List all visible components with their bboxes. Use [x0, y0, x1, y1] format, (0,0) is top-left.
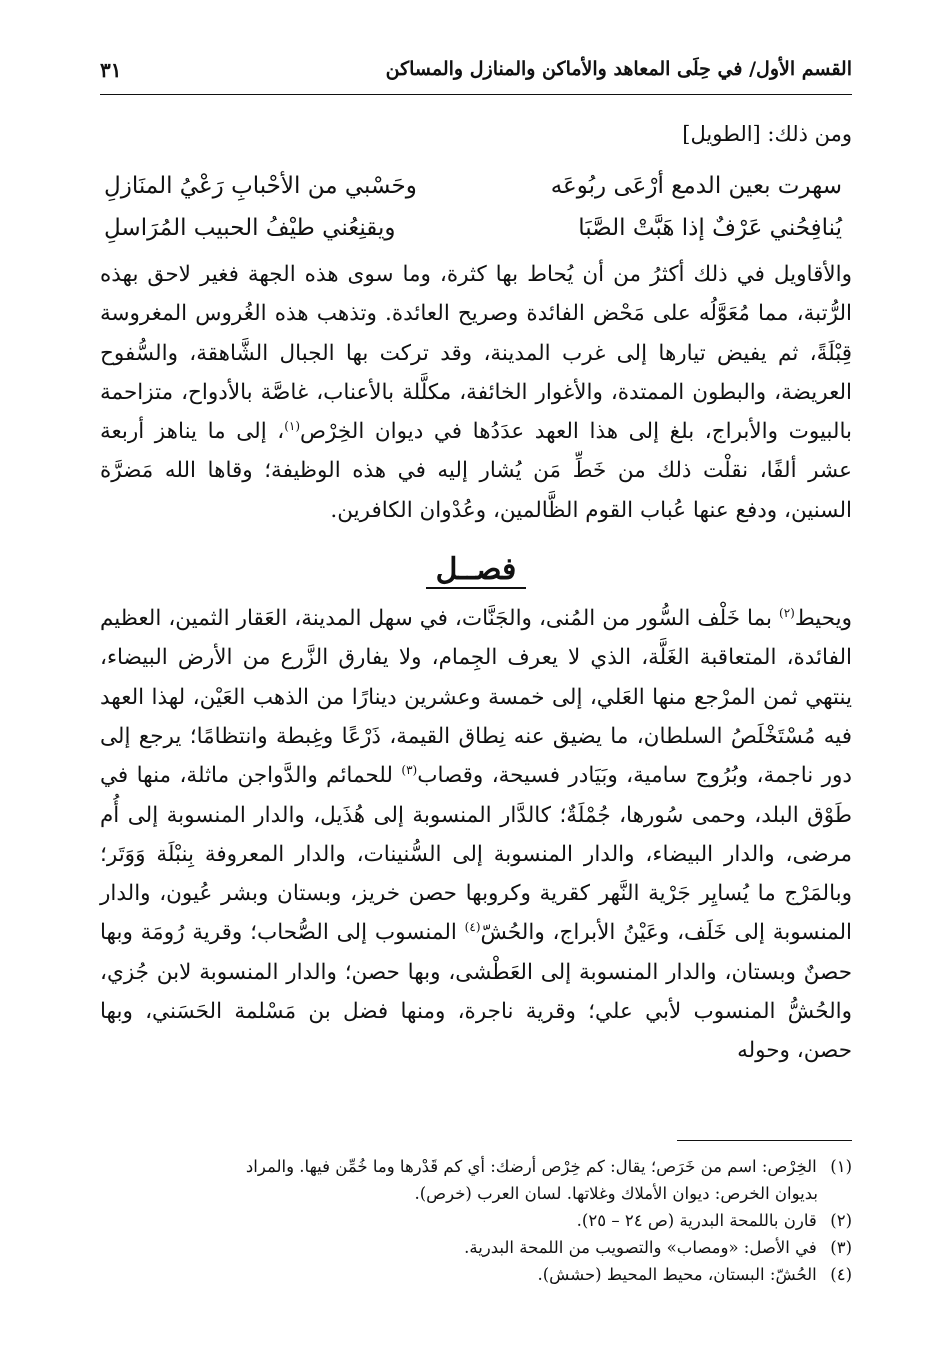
footnote: [100, 1261, 852, 1288]
verse-second-hemistich: ويقنِعُني طيْفُ الحبيب المُرَاسلِ: [104, 215, 396, 241]
footnote-number: (١): [830, 1157, 852, 1176]
header-title: القسم الأول/ في حِلَى المعاهد والأماكن والمنازل والمساكن: [385, 58, 852, 80]
footnotes: [100, 1140, 852, 1288]
verse-first-hemistich: يُنافِحُني عَرْفٌ إذا هَبَّتْ الصَّبَا: [578, 215, 842, 241]
paragraph-text: للحمائم والدَّواجن ماثلة، منها في طَوْق البلد، وحمى سُورها، جُمْلَةٌ؛ كالدَّار المنسوبة إلى هُذَيل، والدار المنسوبة إلى أُم مرضى، والدار البيضاء، والدار المنسوبة إلى السُّنينات، والدار المعروفة بِنبْلَة وَوَتَر؛ وبالمَرْج ما يُسايِر جَرْية النَّهر كقرية وكروبها حصن خريز، وبستان وبشر عُيون، والدار المنسوبة إلى خَلَف، وعَيْنُ الأبراج، والحُشّ: [100, 763, 853, 946]
verse-line: [100, 207, 852, 249]
verse-first-hemistich: سهرت بعين الدمع أرْعَى ربُوعَه: [550, 173, 842, 199]
page-number: ٣١: [100, 58, 122, 82]
footnote-continuation: بديوان الخرص: ديوان الأملاك وغلاتها. لسان العرب (خرص).: [414, 1184, 818, 1203]
poem-verses: [100, 165, 852, 249]
verse-line: [100, 165, 852, 207]
footnote-text: في الأصل: «ومصاب» والتصويب من اللمحة البدرية.: [464, 1238, 817, 1257]
footnote-ref[interactable]: (١): [284, 419, 301, 434]
section-heading: [100, 552, 852, 587]
footnote: [100, 1207, 852, 1234]
paragraph-text: بما خَلْف السُّور من المُنى، والجَنَّات، في سهل المدينة، العَقار الثمين، العظيم الفائدة، المتعاقبة الغَلَّة، الذي لا يعرف الجِمام، ولا يفارق الزَّرع من الأرض البيضاء، ينتهي ثمن المرْجع منها العَلي، إلى خمسة وعشرين دينارًا من الذهب العَيْن، لهذا العهد فيه مُسْتَخْلَصُ السلطان، ما يضيق عنه نِطاق القيمة، ذَرْعًا وغِبطة وانتظامًا؛ يرجع إلى دور ناجمة، وبُرُوج سامية، وبَيَادر فسيحة، وقصاب: [100, 606, 852, 789]
paragraph-text: والأقاويل في ذلك أكثرُ من أن يُحاط بها كثرة، وما سوى هذه الجهة فغير لاحق بهذه الرُّتبة، مما مُعَوَّلُه على مَحْض الفائدة وصريح العائدة. وتذهب هذه الغُروس المغروسة قِبْلَةً، ثم يفيض تيارها إلى غرب المدينة، وقد تركت بها الجبال الشَّاهقة، والسُّفوح العريضة، والبطون الممتدة، والأغوار الخائفة، مكلَّلة بالأعناب، غاصَّة بالأدواح، متزاحمة بالبيوت والأبراج، بلغ إلى هذا العهد عدَدُها في ديوان الخِرْص: [100, 262, 853, 445]
paragraph-text: ، إلى ما يناهز أربعة عشر ألفًا، نقلْت ذلك من خَطِّ مَن يُشار إليه في هذه الوظيفة؛ وقاها الله مَضرَّة السنين، ودفع عنها عُباب القوم الظَّالمين، وعُدْوان الكافرين.: [100, 419, 852, 523]
footnote-text: قارن باللمحة البدرية (ص ٢٤ – ٢٥).: [576, 1211, 817, 1230]
section-heading-text: فصــل: [426, 552, 527, 589]
paragraph-text: المنسوب إلى الصُّحاب؛ وقرية رُومَة وبها حصنٌ وبستان، والدار المنسوبة إلى العَطْشى، وبها حصن؛ والدار المنسوبة لابن جُزي، والحُشُّ المنسوب لأبي علي؛ وقرية ناجرة، ومنها فضل بن مَسْلمة الحَسَني، وبها حصن، وحوله: [100, 920, 852, 1064]
footnote: [100, 1153, 852, 1180]
paragraph-text: ويحيط: [794, 606, 852, 632]
meter-intro: ومن ذلك: [الطويل]: [682, 122, 852, 146]
footnote: [100, 1234, 852, 1261]
footnote-number: (٤): [830, 1265, 852, 1284]
verse-second-hemistich: وحَسْبي من الأحْبابِ رَعْيُ المنَازلِ: [104, 173, 417, 199]
footnote-ref[interactable]: (٢): [779, 605, 795, 620]
footnote-number: (٣): [830, 1238, 852, 1257]
body-paragraph: [100, 599, 852, 1071]
book-page: [100, 50, 852, 1340]
footnote-ref[interactable]: (٤): [464, 920, 481, 935]
running-header: [100, 50, 852, 95]
footnote-ref[interactable]: (٣): [401, 763, 418, 778]
footnote-text: الخِرْص: اسم من خَرَص؛ يقال: كم خِرْص أرضك: أي كم قَدْرها وما خُمِّن فيها. والمراد: [245, 1157, 817, 1176]
footnote-text: الحُشّ: البستان، محيط المحيط (حشش).: [537, 1265, 817, 1284]
body-paragraph: [100, 255, 852, 530]
footnote-number: (٢): [830, 1211, 852, 1230]
